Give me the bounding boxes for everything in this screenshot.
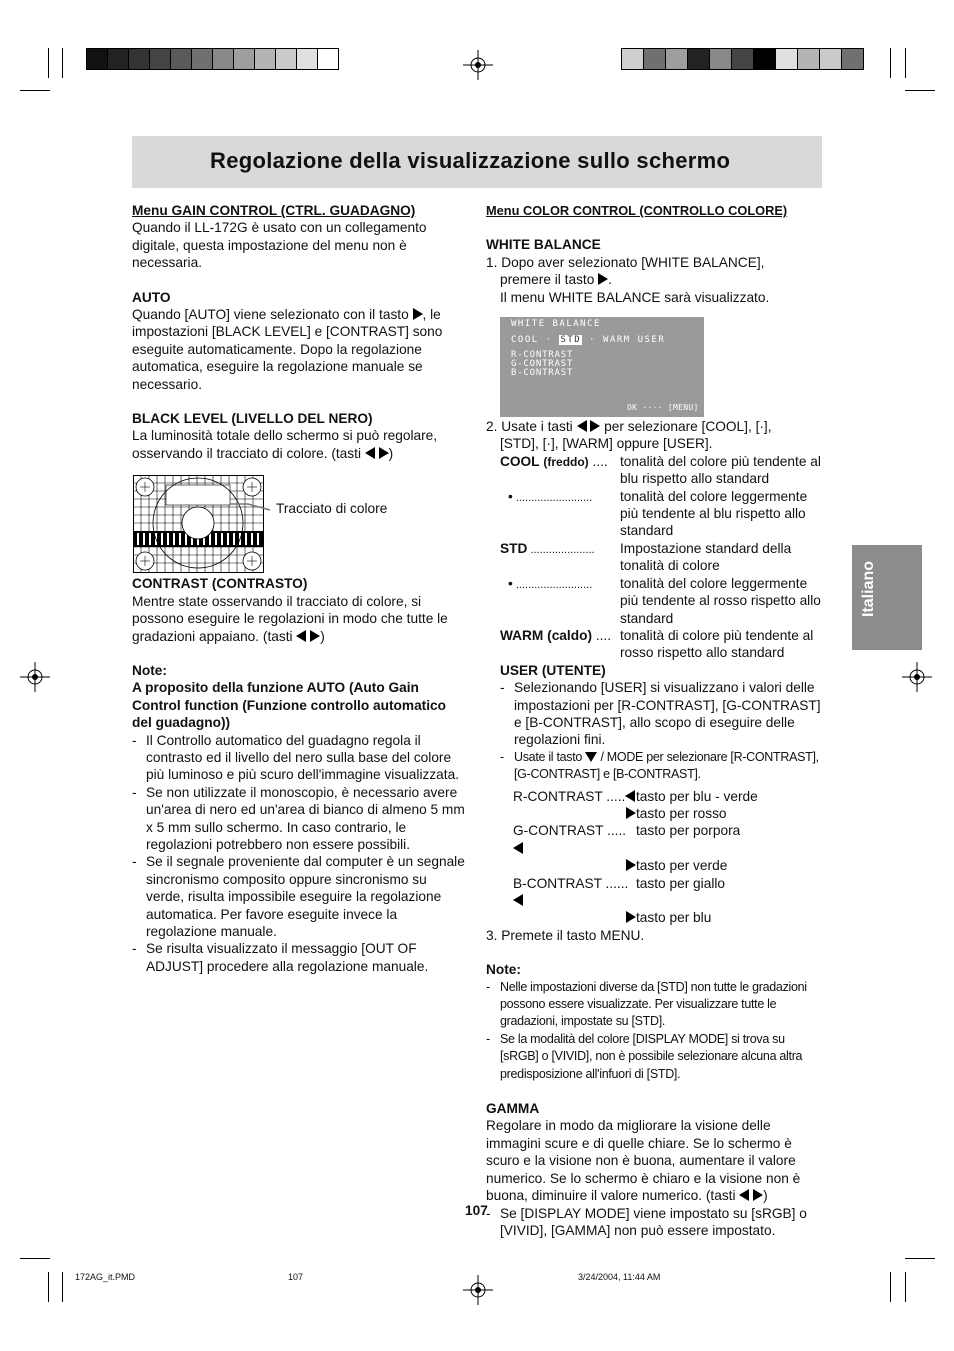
white-balance-heading: WHITE BALANCE — [486, 237, 601, 253]
right-note-heading: Note: — [486, 962, 521, 978]
color-swatch — [666, 49, 688, 69]
right-note-item: - Nelle impostazioni diverse da [STD] non tutte le gradazioni possono essere visualizzate. Per visualizzare tutte le gradazioni, impostate su [STD]. — [486, 979, 823, 1031]
color-swatch — [688, 49, 710, 69]
page-number: 107 — [465, 1203, 488, 1218]
color-swatch — [87, 49, 108, 69]
footer-file: 172AG_it.PMD — [75, 1272, 136, 1282]
osd-ok-hint: OK ···· [MENU] — [627, 403, 699, 412]
right-arrow-icon — [753, 1189, 763, 1201]
color-pattern-illustration — [133, 475, 264, 573]
color-swatch — [644, 49, 666, 69]
color-swatch — [297, 49, 318, 69]
step-3: 3. Premete il tasto MENU. — [486, 927, 645, 943]
note-item: - Se risulta visualizzato il messaggio [OUT OF ADJUST] procedere alla regolazione manuale. — [132, 940, 466, 975]
color-swatch — [820, 49, 842, 69]
left-arrow-icon — [577, 420, 587, 432]
option-std: STD ..................... Impostazione standard della tonalità di colore — [500, 540, 792, 574]
title-band — [132, 136, 822, 188]
registration-target-right — [902, 662, 932, 692]
color-swatch — [842, 49, 863, 69]
color-swatch — [776, 49, 798, 69]
registration-target-left — [20, 662, 50, 692]
option-cool: COOL (freddo) .... tonalità del colore più tendente al blu rispetto allo standard — [500, 453, 821, 487]
r-contrast-row: R-CONTRAST ..... tasto per blu - verde — [513, 788, 758, 804]
auto-heading: AUTO — [132, 289, 171, 305]
color-control-heading: Menu COLOR CONTROL (CONTROLLO COLORE) — [486, 203, 788, 218]
g-contrast-row: G-CONTRAST ..... tasto per porpora — [513, 822, 823, 857]
color-strip-left — [86, 48, 339, 70]
color-swatch — [622, 49, 644, 69]
step-2-cont: [STD], [·], [WARM] oppure [USER]. — [500, 436, 713, 452]
note-subheading: A proposito della funzione AUTO (Auto Gain Control function (Funzione controllo automatico del guadagno)) — [132, 680, 447, 731]
note-heading: Note: — [132, 662, 167, 678]
right-arrow-icon — [626, 911, 636, 923]
b-contrast-row-2: tasto per blu — [513, 909, 823, 926]
right-arrow-icon — [598, 273, 608, 285]
right-note-item: - Se la modalità del colore [DISPLAY MODE] si trova su [sRGB] o [VIVID], non è possibile selezionare alcuna altra predisposizione all'infuori di [STD]. — [486, 1031, 823, 1083]
step-1: 1. Dopo aver selezionato [WHITE BALANCE], — [486, 254, 765, 270]
step-2: 2. Usate i tasti per selezionare [COOL], [·], — [486, 419, 772, 435]
color-strip-right — [621, 48, 864, 70]
language-tab — [852, 545, 922, 650]
note-item: - Il Controllo automatico del guadagno regola il contrasto ed il livello del nero sulla base del colore più luminoso e più scuro dell'immagine visualizzata. — [132, 732, 466, 784]
note-item: - Se il segnale proveniente dal computer è un segnale sincronismo composito oppure sincronismo su verde, risulta impossibile eseguire la regolazione automatica. Per favore eseguite invece la regolazione manuale. — [132, 853, 466, 940]
black-level-text: La luminosità totale dello schermo si può regolare, osservando il tracciato di colore. (tasti ) — [132, 428, 438, 461]
color-swatch — [732, 49, 754, 69]
user-heading: USER (UTENTE) — [500, 662, 606, 678]
right-arrow-icon — [626, 859, 636, 871]
step-1-result: Il menu WHITE BALANCE sarà visualizzato. — [500, 289, 770, 305]
pattern-leader-line — [230, 500, 275, 520]
color-swatch — [150, 49, 171, 69]
color-swatch — [234, 49, 255, 69]
language-tab-label: Italiano — [860, 560, 877, 617]
color-swatch — [108, 49, 129, 69]
r-contrast-row-2: tasto per rosso — [513, 805, 823, 822]
gamma-heading: GAMMA — [486, 1101, 540, 1117]
contrast-text: Mentre state osservando il tracciato di colore, si possono eseguire le regolazioni in modo che tutte le gradazioni appaiano. (tasti ) — [132, 593, 448, 644]
color-swatch — [171, 49, 192, 69]
gain-control-heading: Menu GAIN CONTROL (CTRL. GUADAGNO) — [132, 203, 416, 218]
right-arrow-icon — [379, 447, 389, 459]
gamma-note: - Se [DISPLAY MODE] viene impostato su [sRGB] o [VIVID], [GAMMA] non può essere impostato. — [486, 1205, 823, 1240]
footer-date: 3/24/2004, 11:44 AM — [578, 1272, 661, 1282]
color-swatch — [255, 49, 276, 69]
page-title: Regolazione della visualizzazione sullo schermo — [210, 148, 731, 173]
right-arrow-icon — [590, 420, 600, 432]
option-dot-2: • ......................... tonalità del colore leggermente più tendente al rosso rispetto allo standard — [508, 575, 821, 626]
right-arrow-icon — [413, 308, 423, 320]
left-arrow-icon — [513, 842, 523, 854]
note-item: - Se non utilizzate il monoscopio, è necessario avere un'area di nero ed un'area di bianco di almeno 5 mm x 5 mm sullo schermo. In caso contrario, le regolazioni potrebbero non essere possibili. — [132, 784, 466, 854]
white-balance-osd — [500, 317, 704, 417]
registration-target-bottom — [463, 1275, 493, 1305]
left-arrow-icon — [296, 630, 306, 642]
registration-target-top — [463, 50, 493, 80]
gain-control-text: Quando il LL-172G è usato con un collegamento digitale, questa impostazione del menu non è necessaria. — [132, 220, 427, 271]
left-arrow-icon — [625, 790, 635, 802]
color-swatch — [129, 49, 150, 69]
right-arrow-icon — [310, 630, 320, 642]
color-swatch — [710, 49, 732, 69]
b-contrast-row: B-CONTRAST ...... tasto per giallo — [513, 875, 823, 910]
osd-contrast-list: R-CONTRAST G-CONTRAST B-CONTRAST — [511, 350, 574, 378]
left-column — [132, 202, 466, 975]
black-level-heading: BLACK LEVEL (LIVELLO DEL NERO) — [132, 411, 373, 427]
osd-title: WHITE BALANCE — [511, 319, 601, 329]
user-note: - Selezionando [USER] si visualizzano i valori delle impostazioni per [R-CONTRAST], [G-CONTRAST] e [B-CONTRAST], allo scopo di eseguire delle regolazioni fini. — [500, 679, 823, 749]
left-arrow-icon — [365, 447, 375, 459]
g-contrast-row-2: tasto per verde — [513, 857, 823, 874]
step-1-cont: premere il tasto . — [500, 272, 612, 288]
color-swatch — [754, 49, 776, 69]
footer-page: 107 — [288, 1272, 304, 1282]
contrast-heading: CONTRAST (CONTRASTO) — [132, 576, 308, 592]
right-arrow-icon — [626, 807, 636, 819]
down-arrow-icon — [585, 752, 597, 762]
left-arrow-icon — [513, 894, 523, 906]
option-warm: WARM (caldo) .... tonalità di colore più tendente al rosso rispetto allo standard — [500, 627, 814, 661]
pattern-label: Tracciato di colore — [276, 501, 388, 516]
color-swatch — [318, 49, 338, 69]
gamma-text: Regolare in modo da migliorare la visione delle immagini scure e di quelle chiare. Se lo schermo è scuro e la visione non è buona, aumentare il valore numerico. Se lo schermo è chiaro e la visione non è buona, diminuire il valore numerico. (tasti ) — [486, 1118, 801, 1204]
left-arrow-icon — [739, 1189, 749, 1201]
auto-text: Quando [AUTO] viene selezionato con il tasto , le impostazioni [BLACK LEVEL] e [CONTRAST] sono eseguite automaticamente. Dopo la regolazione automatica, eseguire la regolazione manuale se necessario. — [132, 307, 443, 392]
color-swatch — [798, 49, 820, 69]
options-list — [486, 453, 823, 784]
color-swatch — [276, 49, 297, 69]
color-swatch — [192, 49, 213, 69]
contrast-list — [486, 788, 823, 927]
option-dot-1: • ......................... tonalità del colore leggermente più tendente al blu rispetto allo standard — [508, 488, 808, 539]
osd-options: COOL · STD · WARM USER — [511, 335, 666, 345]
user-note-small: - Usate il tasto / MODE per selezionare [R-CONTRAST], [G-CONTRAST] e [B-CONTRAST]. — [500, 749, 823, 784]
color-swatch — [213, 49, 234, 69]
